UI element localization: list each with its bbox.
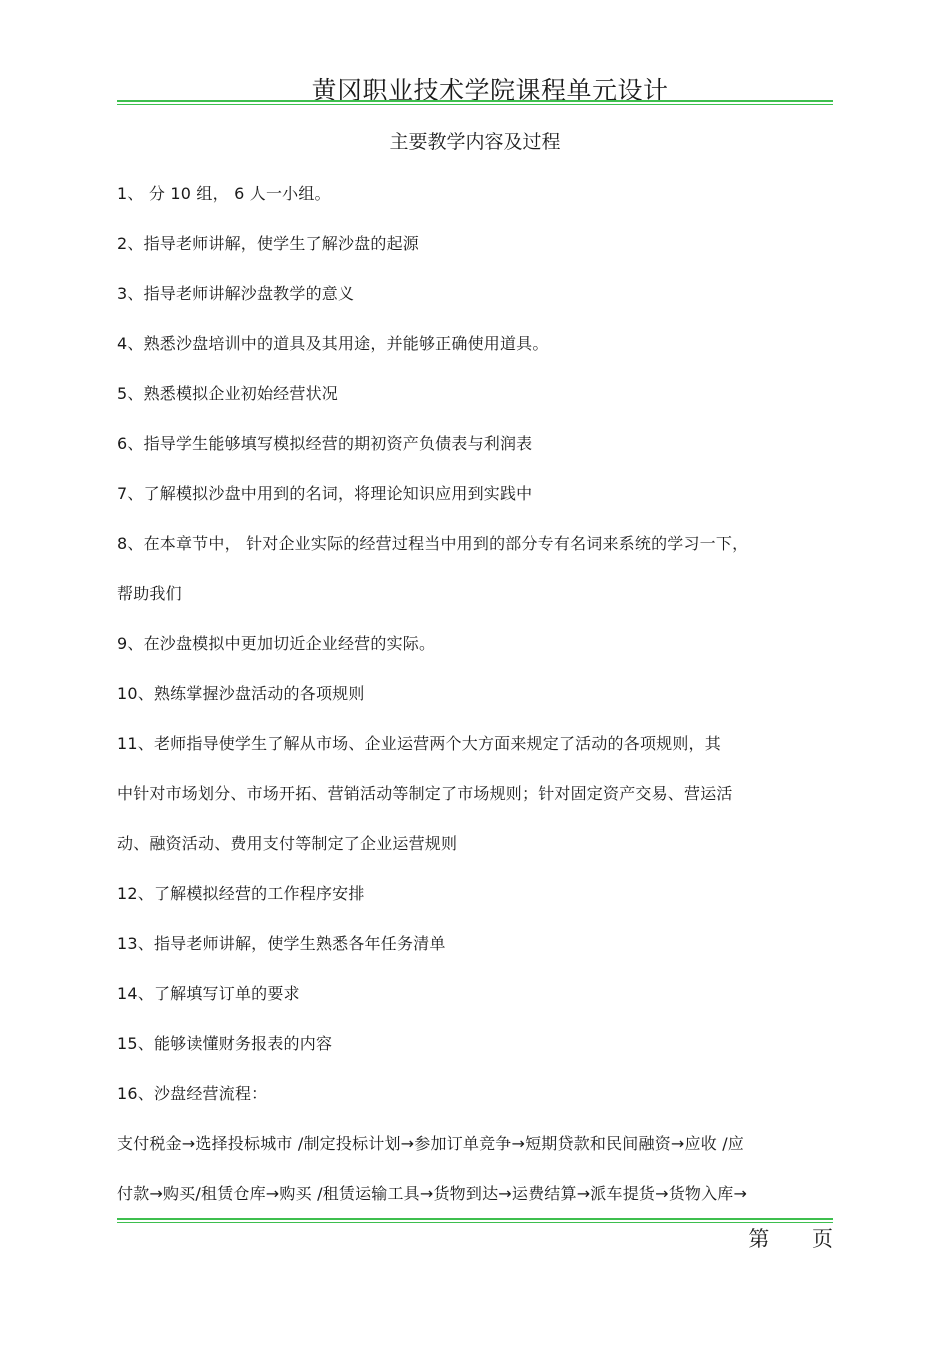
content-line: 13、指导老师讲解，使学生熟悉各年任务清单 bbox=[117, 934, 446, 953]
content-line: 4、熟悉沙盘培训中的道具及其用途，并能够正确使用道具。 bbox=[117, 334, 549, 353]
content-line: 7、了解模拟沙盘中用到的名词，将理论知识应用到实践中 bbox=[117, 484, 533, 503]
footer-divider bbox=[117, 1218, 833, 1223]
content-line: 2、指导老师讲解，使学生了解沙盘的起源 bbox=[117, 234, 419, 253]
content-line: 10、熟练掌握沙盘活动的各项规则 bbox=[117, 684, 365, 703]
content-line: 14、了解填写订单的要求 bbox=[117, 984, 300, 1003]
content-line: 5、熟悉模拟企业初始经营状况 bbox=[117, 384, 338, 403]
header-divider bbox=[117, 100, 833, 105]
content-line: 6、指导学生能够填写模拟经营的期初资产负债表与利润表 bbox=[117, 434, 533, 453]
content-line: 付款→购买/租赁仓库→购买 /租赁运输工具→货物到达→运费结算→派车提货→货物入库→ bbox=[117, 1184, 748, 1203]
content-line: 1、 分 10 组， 6 人一小组。 bbox=[117, 184, 331, 203]
content-line: 动、融资活动、费用支付等制定了企业运营规则 bbox=[117, 834, 458, 853]
content-line: 中针对市场划分、市场开拓、营销活动等制定了市场规则；针对固定资产交易、营运活 bbox=[117, 784, 733, 803]
content-line: 8、在本章节中， 针对企业实际的经营过程当中用到的部分专有名词来系统的学习一下， bbox=[117, 534, 749, 553]
content-line: 支付税金→选择投标城市 /制定投标计划→参加订单竞争→短期贷款和民间融资→应收 /应 bbox=[117, 1134, 744, 1153]
content-line: 15、能够读懂财务报表的内容 bbox=[117, 1034, 333, 1053]
content-line: 11、老师指导使学生了解从市场、企业运营两个大方面来规定了活动的各项规则，其 bbox=[117, 734, 721, 753]
content-body bbox=[117, 181, 837, 1231]
page-header-title: 黄冈职业技术学院课程单元设计 bbox=[311, 76, 669, 105]
section-title: 主要教学内容及过程 bbox=[389, 131, 561, 153]
content-line: 3、指导老师讲解沙盘教学的意义 bbox=[117, 284, 355, 303]
content-line: 16、沙盘经营流程： bbox=[117, 1084, 268, 1103]
content-line: 9、在沙盘模拟中更加切近企业经营的实际。 bbox=[117, 634, 436, 653]
content-line: 12、了解模拟经营的工作程序安排 bbox=[117, 884, 365, 903]
footer-label-right: 页 bbox=[812, 1227, 833, 1251]
content-line: 帮助我们 bbox=[117, 584, 182, 603]
footer-label-left: 第 bbox=[748, 1227, 770, 1251]
page-footer bbox=[748, 1224, 833, 1254]
